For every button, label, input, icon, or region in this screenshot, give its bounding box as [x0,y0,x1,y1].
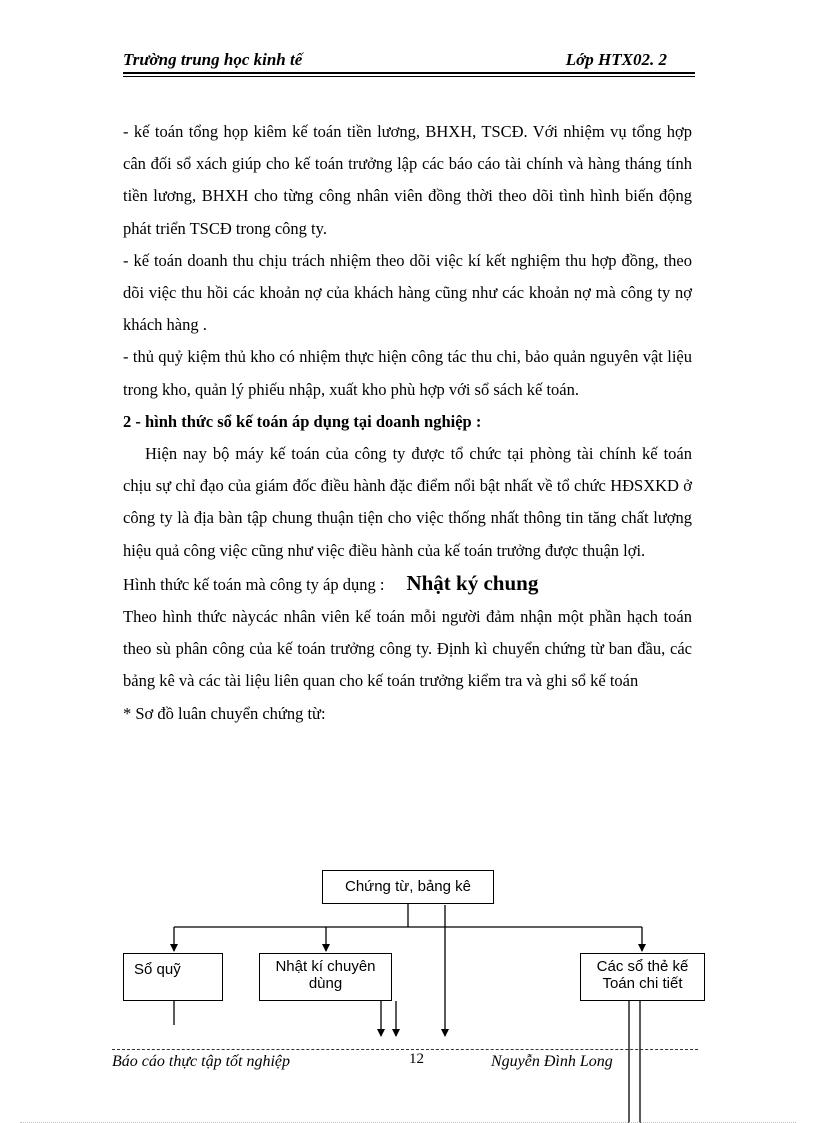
header-class: Lớp HTX02. 2 [565,50,667,69]
form-line [123,567,692,601]
page-header [123,48,695,76]
form-value: Nhật ký chung [406,570,539,595]
paragraph-general-accountant: - kế toán tổng họp kiêm kế toán tiền lương, BHXH, TSCĐ. Với nhiệm vụ tổng hợp cân đối sổ xách giúp cho kế toán trưởng lập các báo cáo tài chính và hàng tháng tính tiền lương, BHXH cho từng công nhân viên đồng thời theo dõi tình hình biến động phát triển TSCĐ trong công ty. [123,122,692,238]
box-source-documents [322,870,494,904]
box-special-journal [259,953,392,1001]
box-cash-book-label: Sổ quỹ [134,961,181,978]
section-paragraph: Hiện nay bộ máy kế toán của công ty được tổ chức tại phòng tài chính kế toán chịu sự chỉ đạo của giám đốc điều hành đặc điểm nổi bật nhất về tổ chức HĐSXKD ở công ty là địa bàn tập chung thuận tiện cho việc thống nhất thông tin tăng chất lượng hiệu quả công việc cũng như việc điều hành của kế toán trưởng được thuận lợi. [123,444,692,560]
form-label: Hình thức kế toán mà công ty áp dụng : [123,574,385,594]
footer-report-title: Báo cáo thực tập tốt nghiệp [112,1053,291,1070]
box-detail-ledgers [580,953,705,1001]
page-footer [112,1049,698,1079]
page-number: 12 [409,1051,424,1067]
paragraph-treasurer: - thủ quỷ kiệm thủ kho có nhiệm thực hiện công tác thu chi, bảo quản nguyên vật liệu trong kho, quản lý phiếu nhập, xuất kho phù hợp với sổ sách kế toán. [123,347,692,399]
after-paragraph: Theo hình thức nàycác nhân viên kế toán mỗi người đảm nhận một phần hạch toán theo sù phân công của kế toán trưởng công ty. Định kì chuyển chứng từ ban đầu, các bảng kê và các tài liệu liên quan cho kế toán trưởng kiểm tra và ghi sổ kế toán [123,607,692,691]
document-body [123,116,692,730]
box-source-documents-label: Chứng từ, bảng kê [345,878,471,895]
footer-rule [112,1049,698,1050]
diagram-title: * Sơ đồ luân chuyển chứng từ: [123,703,326,723]
header-rule [123,72,695,74]
paragraph-revenue-accountant: - kế toán doanh thu chịu trách nhiệm theo dõi việc kí kết nghiệm thu hợp đồng, theo dõi việc thu hồi các khoản nợ của khách hàng cũng như các khoản nợ mà công ty nợ khách hàng . [123,250,692,335]
box-special-journal-label: Nhật kí chuyên dùng [275,958,376,992]
section-heading: 2 - hình thức sổ kế toán áp dụng tại doanh nghiệp : [123,411,482,431]
header-school: Trường trung học kinh tế [123,50,303,69]
footer-author: Nguyễn Đình Long [491,1053,613,1070]
header-rule-thin [123,76,695,77]
box-detail-ledgers-label: Các sổ thẻ kế Toán chi tiết [596,958,689,992]
box-cash-book [123,953,223,1001]
